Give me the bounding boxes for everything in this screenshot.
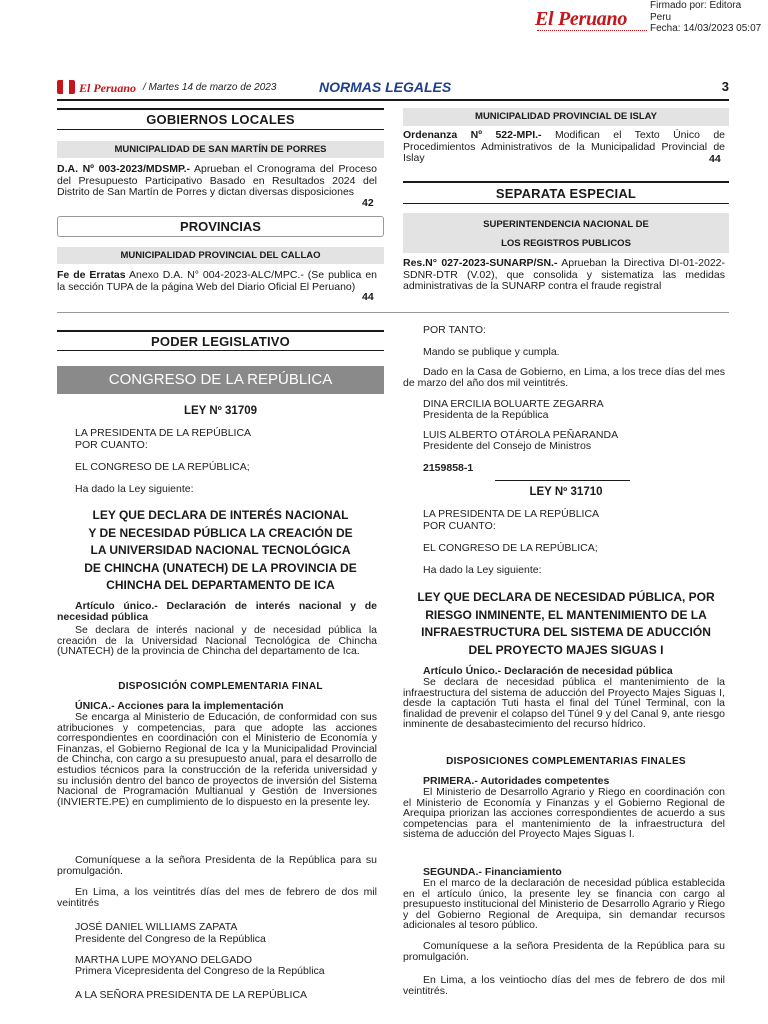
ley-title-line: LEY QUE DECLARA DE NECESIDAD PÚBLICA, POR	[417, 590, 715, 604]
ley-title-line: LEY QUE DECLARA DE INTERÉS NACIONAL	[92, 508, 349, 522]
ley-title-line: DE CHINCHA (UNATECH) DE LA PROVINCIA DE	[84, 560, 357, 575]
sub-sunarp	[403, 213, 729, 253]
entry-page: 44	[362, 291, 374, 303]
sub-sunarp-line-1: SUPERINTENDENCIA NACIONAL DE	[483, 219, 649, 230]
entry-code: D.A. Nº 003-2023/MDSMP.-	[57, 163, 191, 175]
en-lima: En Lima, a los veintitrés días del mes de febrero de dos mil veintitrés	[57, 886, 377, 909]
article-title: Artículo Único.- Declaración de necesidad pública	[423, 665, 673, 677]
section-separata-especial: SEPARATA ESPECIAL	[403, 181, 729, 204]
header-section: NORMAS LEGALES	[319, 79, 452, 95]
signature-line-2: Peru	[650, 11, 672, 23]
por-cuanto: POR CUANTO:	[423, 520, 496, 532]
header-date: / Martes 14 de marzo de 2023	[143, 82, 277, 93]
addressee: A LA SEÑORA PRESIDENTA DE LA REPÚBLICA	[75, 989, 308, 1001]
signer-role: Presidente del Consejo de Ministros	[423, 440, 592, 452]
presidenta-line: LA PRESIDENTA DE LA REPÚBLICA	[75, 427, 252, 439]
signer-name: DINA ERCILIA BOLUARTE ZEGARRA	[423, 398, 604, 410]
entry-page: 42	[362, 197, 374, 209]
primera-title: PRIMERA.- Autoridades competentes	[423, 775, 610, 787]
section-poder-legislativo: PODER LEGISLATIVO	[57, 330, 384, 351]
page-header	[57, 77, 729, 99]
logo-underline	[537, 30, 647, 33]
index-entry-san-martin	[57, 164, 377, 199]
ley-title-line: CHINCHA DEL DEPARTAMENTO DE ICA	[106, 578, 335, 592]
article-title: Artículo único.- Declaración de interés nacional y de necesidad pública	[57, 600, 377, 623]
index-entry-sunarp	[403, 258, 725, 293]
disposicion-title: DISPOSICIÓN COMPLEMENTARIA FINAL	[118, 681, 323, 692]
ha-dado: Ha dado la Ley siguiente:	[75, 483, 194, 495]
document-code: 2159858-1	[423, 462, 474, 474]
ley-number: LEY Nº 31710	[529, 486, 603, 498]
entry-text: Aprueban la Directiva DI-01-2022-SDNR-DTR (V.02), que consolida y sistematiza las medidas administrativas de la SUNARP contra el fraude registral	[403, 257, 725, 292]
signer-role: Presidente del Congreso de la República	[75, 933, 266, 945]
dado: Dado en la Casa de Gobierno, en Lima, a los trece días del mes de marzo del año dos mil veintitrés.	[403, 366, 725, 389]
signer-name: LUIS ALBERTO OTÁROLA PEÑARANDA	[423, 429, 619, 441]
signature-line-1: Firmado por: Editora	[650, 0, 742, 11]
sub-sunarp-line-2: LOS REGISTROS PUBLICOS	[501, 238, 631, 249]
signer-role: Presidenta de la República	[423, 409, 549, 421]
congreso-line: EL CONGRESO DE LA REPÚBLICA;	[75, 461, 250, 473]
section-provincias: PROVINCIAS	[57, 216, 384, 237]
comuniquese: Comuníquese a la señora Presidenta de la República para su promulgación.	[403, 940, 725, 963]
unica-text: Se encarga al Ministerio de Educación, de conformidad con sus atribuciones y competencias, para que adopte las acciones correspondientes en coordinación con el Ministerio de Economía y Finanzas, el Gobierno Regional de Ica y la Municipalidad Provincial de Chincha, con cargo a su presupuesto anual, para el desarrollo de estudios técnicos para la construcción de la referida universidad y su inclusión dentro del banco de proyectos de inversión del Sistema Nacional de Programación Multianual y Gestión de Inversiones (INVIERTE.PE) en cumplimiento de lo dispuesto en la presente ley.	[57, 711, 377, 808]
peru-flag-icon	[57, 80, 75, 94]
header-brand: El Peruano	[79, 81, 137, 95]
sub-callao: MUNICIPALIDAD PROVINCIAL DEL CALLAO	[57, 247, 384, 264]
por-cuanto: POR CUANTO:	[75, 439, 148, 451]
entry-text: Modifican el Texto Único de Procedimientos Administrativos de la Municipalidad Provincial de Islay	[403, 129, 725, 164]
ley-title	[400, 589, 732, 659]
ley-number: LEY Nº 31709	[183, 405, 258, 417]
entry-text: Anexo D.A. N° 004-2023-ALC/MPC.- (Se publica en la sección TUPA de la página Web del Diario Oficial El Peruano)	[57, 269, 377, 293]
signer-role: Primera Vicepresidenta del Congreso de la República	[75, 965, 325, 977]
divider	[495, 480, 630, 481]
ha-dado: Ha dado la Ley siguiente:	[423, 564, 542, 576]
entry-code: Res.N° 027-2023-SUNARP/SN.-	[403, 257, 558, 269]
ley-title-line: LA UNIVERSIDAD NACIONAL TECNOLÓGICA	[90, 543, 351, 557]
section-gobiernos-locales: GOBIERNOS LOCALES	[57, 108, 384, 130]
signer-name: MARTHA LUPE MOYANO DELGADO	[75, 954, 252, 966]
ley-title-line: RIESGO INMINENTE, EL MANTENIMIENTO DE LA	[425, 607, 707, 622]
article-text: Se declara de interés nacional y de necesidad pública la creación de la Universidad Nacional Tecnológica de Chincha (UNATECH) de la provincia de Chincha del departamento de Ica.	[57, 624, 377, 658]
digital-signature	[535, 0, 768, 40]
sub-san-martin: MUNICIPALIDAD DE SAN MARTÍN DE PORRES	[57, 141, 384, 158]
disposiciones-title: DISPOSICIONES COMPLEMENTARIAS FINALES	[446, 756, 686, 767]
signature-line-3: Fecha: 14/03/2023 05:07	[650, 23, 762, 34]
signer-name: JOSÉ DANIEL WILLIAMS ZAPATA	[75, 921, 238, 933]
unica-title: ÚNICA.- Acciones para la implementación	[75, 700, 284, 712]
ley-title-line: INFRAESTRUCTURA DEL SISTEMA DE ADUCCIÓN	[421, 625, 711, 639]
section-congreso: CONGRESO DE LA REPÚBLICA	[57, 366, 384, 394]
el-peruano-logo: El Peruano	[535, 8, 628, 30]
presidenta-line: LA PRESIDENTA DE LA REPÚBLICA	[423, 508, 600, 520]
ley-title-line: DEL PROYECTO MAJES SIGUAS I	[468, 642, 664, 657]
en-lima: En Lima, a los veintiocho días del mes de febrero de dos mil veintitrés.	[403, 974, 725, 997]
page-number: 3	[721, 79, 729, 94]
ley-title	[57, 507, 384, 595]
header-rule	[57, 99, 729, 101]
comuniquese: Comuníquese a la señora Presidenta de la República para su promulgación.	[57, 854, 377, 877]
signature-text	[650, 0, 761, 35]
por-tanto: POR TANTO:	[423, 324, 487, 336]
article-text: Se declara de necesidad pública el mantenimiento de la infraestructura del sistema de aducción del Proyecto Majes Siguas I, desde la captación Tuti hasta el final del Túnel Terminal, con la finalidad de prevenir el colapso del Túnel 9 y del Canal 9, ante riesgo inminente de desabastecimiento del recurso hídrico.	[403, 676, 725, 731]
mando: Mando se publique y cumpla.	[423, 346, 560, 358]
index-entry-islay	[403, 130, 725, 165]
entry-page: 44	[709, 153, 721, 165]
index-entry-callao	[57, 270, 377, 293]
ley-title-line: Y DE NECESIDAD PÚBLICA LA CREACIÓN DE	[88, 525, 353, 540]
congreso-line: EL CONGRESO DE LA REPÚBLICA;	[423, 542, 598, 554]
entry-code: Ordenanza Nº 522-MPI.-	[403, 129, 542, 141]
segunda-title: SEGUNDA.- Financiamiento	[423, 866, 562, 878]
segunda-text: En el marco de la declaración de necesidad pública establecida en el artículo único, la presente ley se financia con cargo al presupuesto institucional del Ministerio de Desarrollo Agrario y Riego y del Gobierno Regional de Arequipa, sin demandar recursos adicionales al tesoro público.	[403, 877, 725, 932]
entry-text: Aprueban el Cronograma del Proceso del Presupuesto Participativo Basado en Resultados 2024 del Distrito de San Martín de Porres y dictan diversas disposiciones	[57, 163, 377, 198]
sub-islay: MUNICIPALIDAD PROVINCIAL DE ISLAY	[403, 108, 729, 126]
primera-text: El Ministerio de Desarrollo Agrario y Riego en coordinación con el Ministerio de Economía y Finanzas y el Gobierno Regional de Arequipa priorizan las acciones correspondientes de acuerdo a sus competencias para el mantenimiento de la infraestructura del sistema de aducción del Proyecto Majes Siguas I.	[403, 786, 725, 841]
entry-code: Fe de Erratas	[57, 269, 126, 281]
divider	[57, 312, 729, 313]
